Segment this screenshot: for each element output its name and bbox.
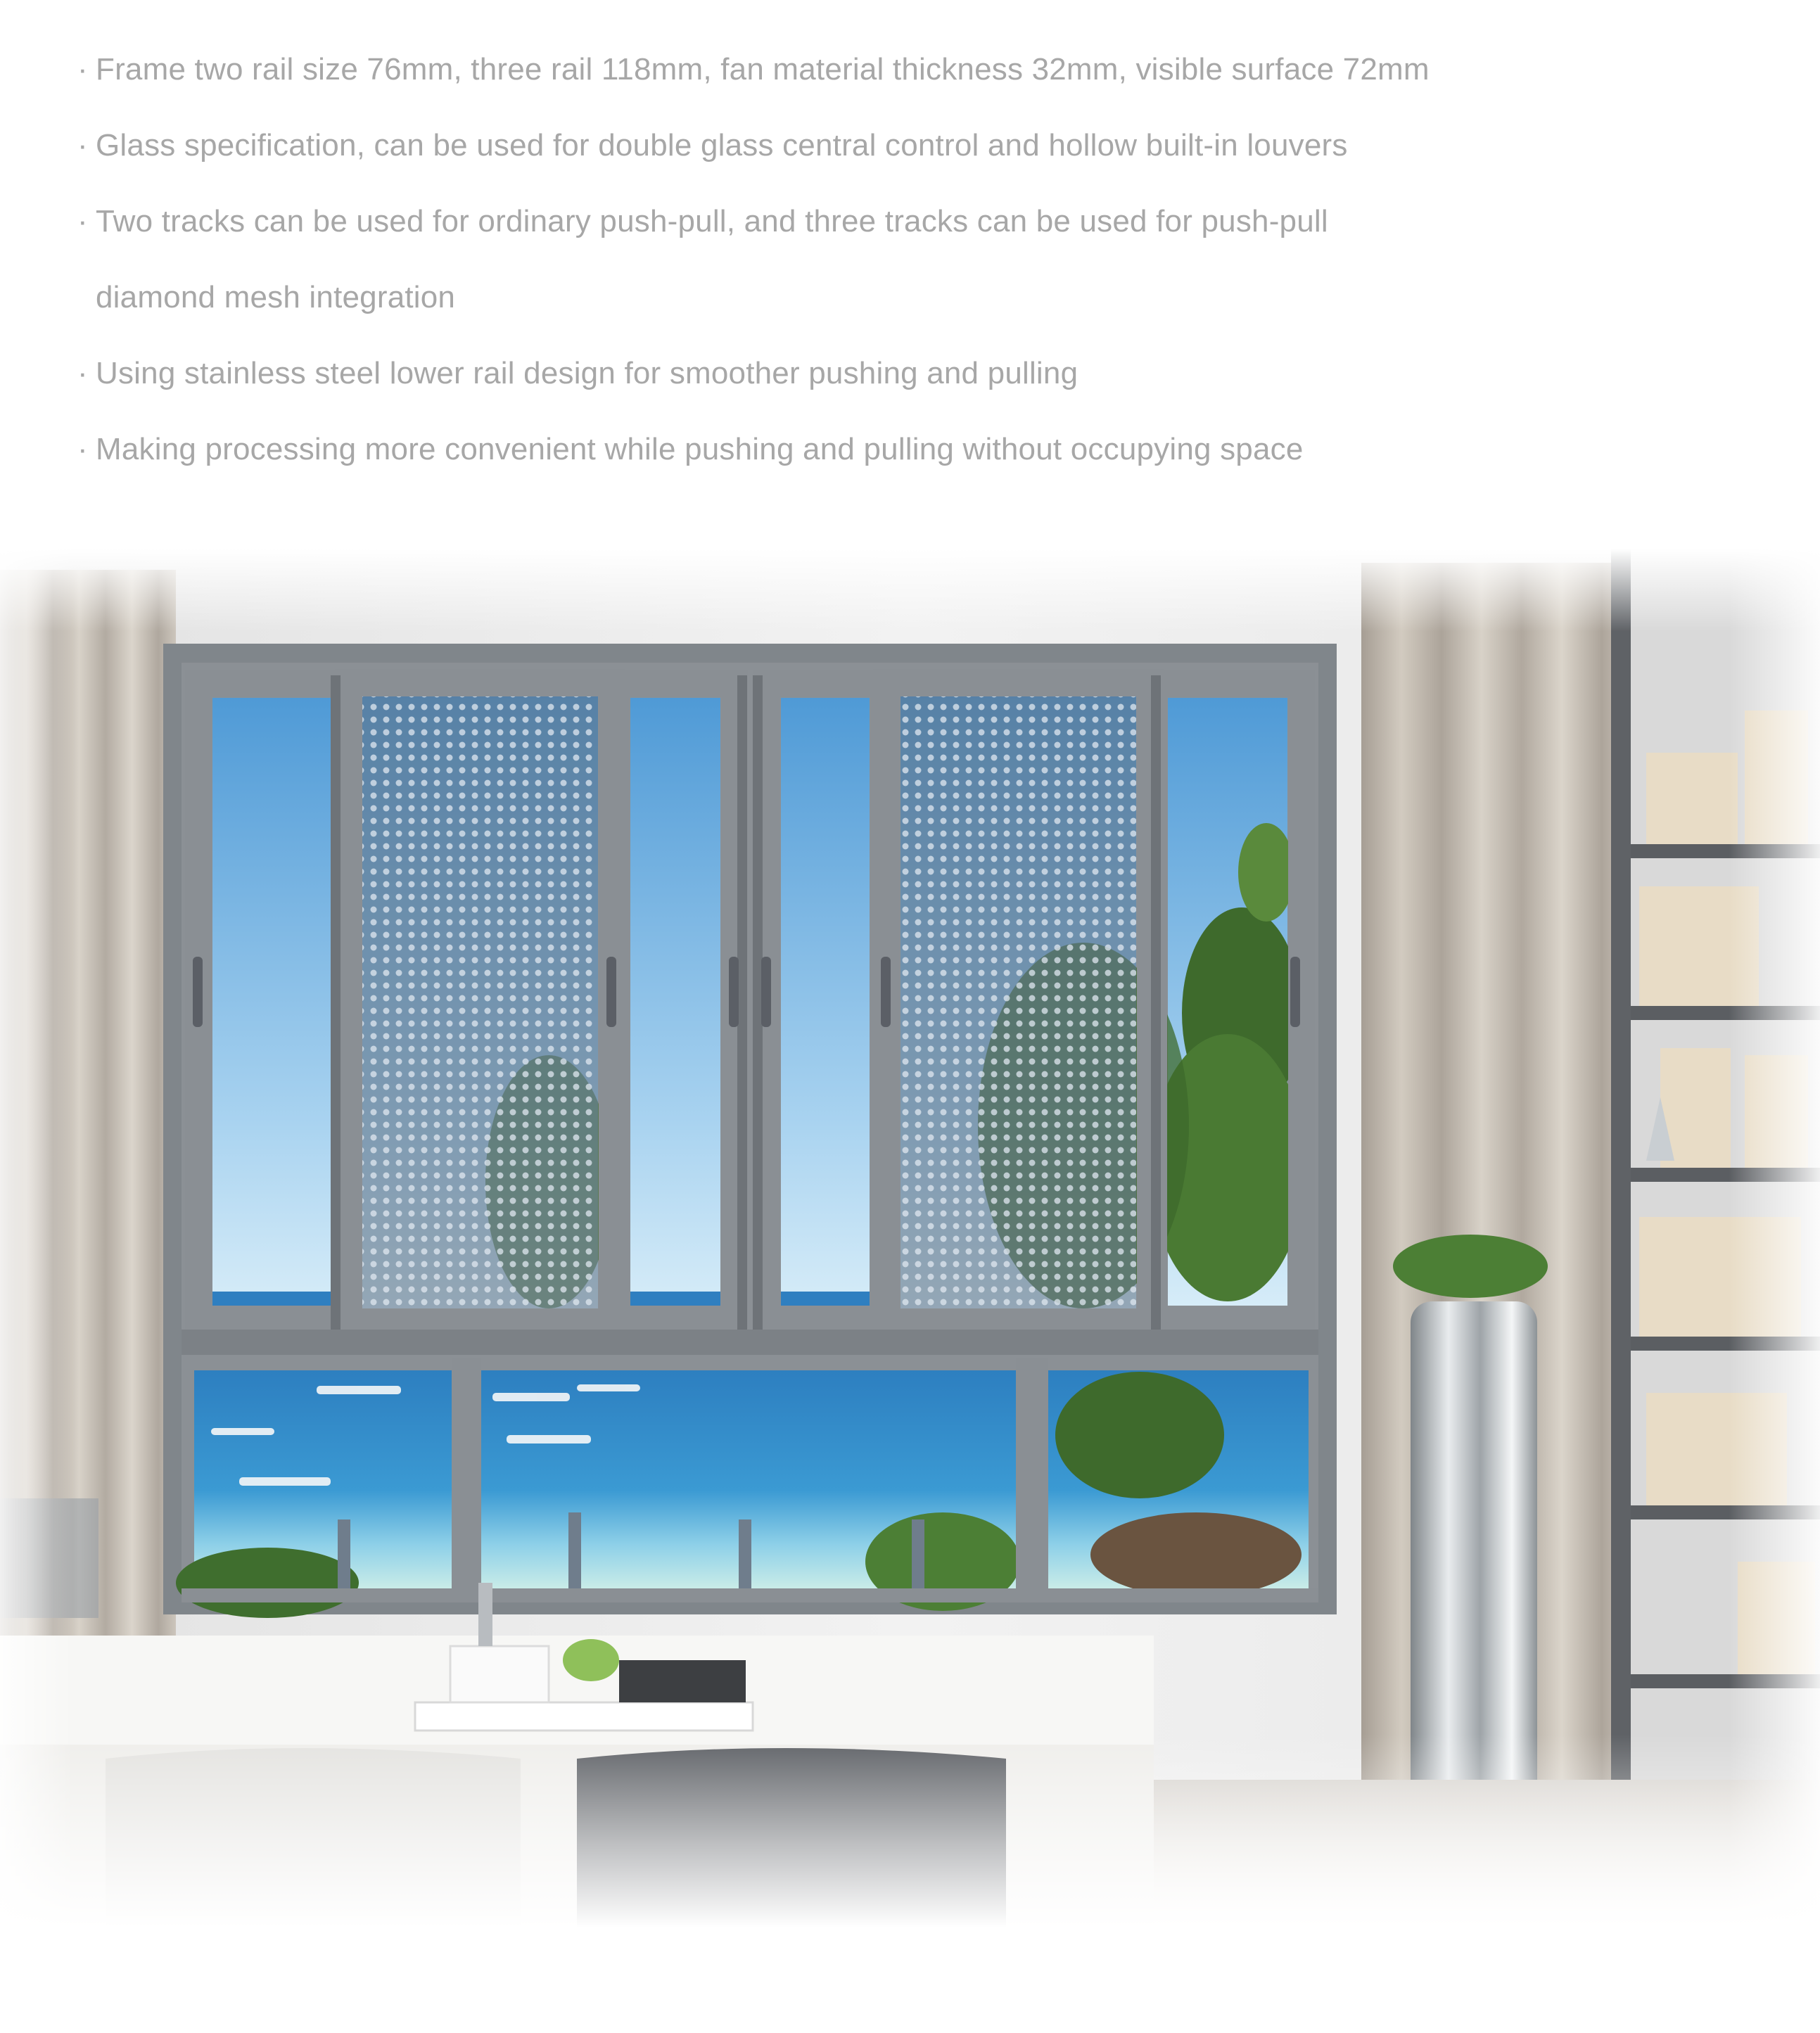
bullet-icon: · xyxy=(77,128,88,162)
spec-text: Using stainless steel lower rail design for smoother pushing and pulling xyxy=(96,356,1078,390)
room-scene-image xyxy=(0,549,1820,1927)
spec-list xyxy=(77,32,1625,487)
spec-text: Frame two rail size 76mm, three rail 118mm, fan material thickness 32mm, visible surface 72mm xyxy=(96,52,1430,87)
spec-text: Two tracks can be used for ordinary push-pull, and three tracks can be used for push-pull diamond mesh integration xyxy=(96,204,1328,314)
spec-text: Making processing more convenient while pushing and pulling without occupying space xyxy=(96,432,1304,466)
spec-item-processing xyxy=(77,412,1625,487)
spec-text: Glass specification, can be used for double glass central control and hollow built-in louvers xyxy=(96,128,1348,162)
spec-item-glass xyxy=(77,108,1625,184)
bullet-icon: · xyxy=(77,432,88,466)
bullet-icon: · xyxy=(77,52,88,87)
spec-item-tracks xyxy=(77,184,1418,336)
bullet-icon: · xyxy=(77,204,88,238)
spec-item-frame-size xyxy=(77,32,1625,108)
spec-item-rail xyxy=(77,336,1625,412)
bullet-icon: · xyxy=(77,356,88,390)
